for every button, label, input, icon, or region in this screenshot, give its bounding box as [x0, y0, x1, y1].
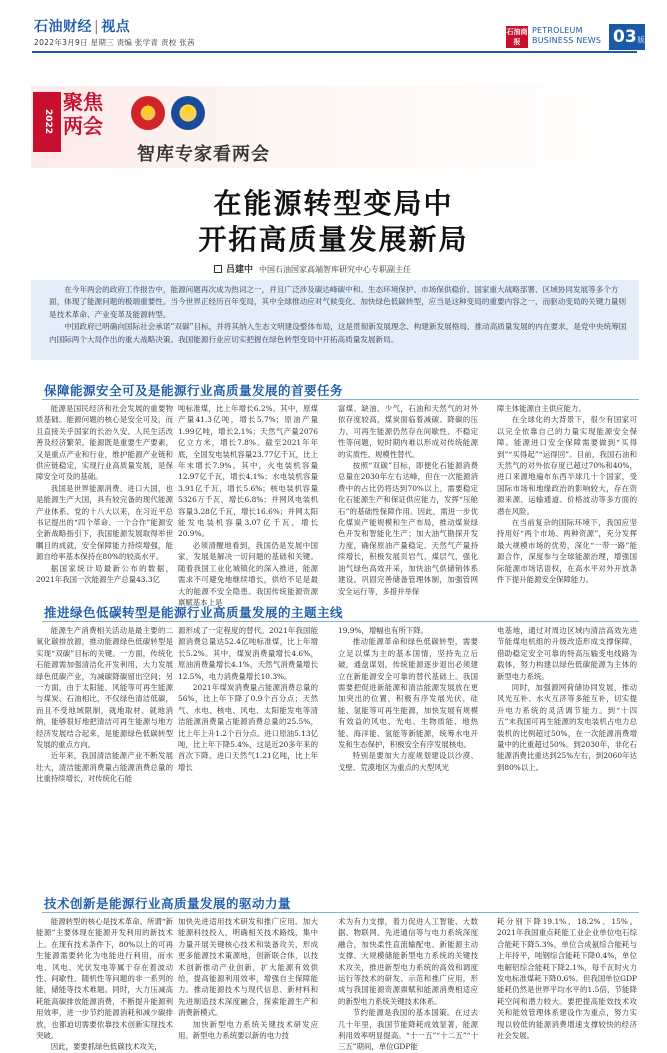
paragraph: 同时，加强源网荷储协同发展，推动风光互补、水火互济等多能互补，切实提升电力系统的灵活调节能力。到“十四五”末我国可再生能源的发电装机占电力总装机的比例超过50%，在一次能源消费增量中的比重超过50%。到2030年，非化石能源消费比重达到25%左右，到2060年达到80%以上。 [497, 683, 637, 772]
section-divider [42, 621, 639, 622]
paragraph: 障主体能源自主供应能力。 [497, 404, 586, 413]
paragraph: 按照“双碳”目标，即便化石能源消费总量在2030年左右达峰，但在一次能源消费中的占比仍将达到70%以上，需要稳定化石能源生产和保证供应能力，发挥“压舱石”的基础性保障作用。因此，需进一步优化煤炭产能规模和生产布局，推动煤炭绿色开发和智能化生产；加大油气勘探开发力度，确保原油产量稳定、天然气产量持续增长，积极发展页岩气、煤层气，强化油气绿色高效开采，加快油气供储销体系建设。巩固完善储备管理体制，加强管网安全运行等，多措并举保 [338, 461, 478, 596]
text-column [497, 625, 637, 853]
text-column [36, 916, 173, 1052]
brand-separator: | [94, 19, 100, 35]
paragraph: 必须清醒地看到，我国仍是发展中国家，发展是解决一切问题的基础和关键。随着我国工业化城镇化的深入推进，能源需求不可避免地继续增长，供给不足是最大的能源不安全隐患。我国传统能源资源禀赋基本上是 [178, 540, 318, 607]
lead-paragraph: 在今年两会的政府工作报告中，能源问题再次成为热词之一，并且广泛涉及碳达峰碳中和、生态环境保护、市场保供稳价、国家重大战略部署、区域协同发展等多个方面，体现了能源问题的极端重要性。当今世界正经历百年变局，其中全球推动应对气候变化、加快绿色低碳转型，应当是这种变局的重要内容之一，而驱动变局的关键力量则是技术革命、产业变革及能源转型。 [49, 285, 627, 319]
section-divider [42, 399, 639, 400]
header-divider [32, 51, 637, 53]
text-column [338, 403, 478, 605]
paragraph: 2021年煤炭消费量占能源消费总量的56%，比上年下降了0.9个百分点；天然气、水电、核电、风电、太阳能发电等清洁能源消费量占能源消费总量的25.5%，比上年上升1.2个百分点。进口原油5.13亿吨，比上年下降5.4%，这是近20多年来的首次下降。进口天然气1.21亿吨，比上年增长 [178, 683, 318, 772]
dateline: 2022年3月9日 星期三 责编 张学青 责校 张茜 [34, 38, 195, 47]
column-brand [34, 16, 130, 36]
text-column [36, 403, 173, 605]
text-column [338, 625, 478, 853]
page-header [0, 0, 667, 62]
focus-title: 聚焦两会 [63, 90, 103, 138]
paragraph: 因此，要要抓绿色低碳技术攻关， [50, 1042, 162, 1052]
text-column [36, 625, 173, 853]
paragraph: 电基地，通过对周边区域内清洁高效先进节能煤电机组的升级改造形成支撑保障，借助稳定安全可靠的特高压输变电线路为载体，努力构建以绿色低碳能源为主体的新型电力系统。 [497, 626, 637, 681]
paragraph: 源形成了一定程度的替代。2021年我国能源消费总量达52.4亿吨标准煤，比上年增长5.2%。其中，煤炭消费量增长4.6%，原油消费量增长4.1%，天然气消费量增长12.5%，电力消费量增长10.3%。 [178, 626, 318, 681]
paragraph: 19.9%，增幅也有所下降。 [338, 626, 428, 635]
section-name: 视点 [101, 19, 131, 35]
page-number: 03 [613, 27, 637, 47]
paragraph: 吨标准煤，比上年增长6.2%。其中，原煤产量41.3亿吨，增长5.7%；原油产量1.99亿吨，增长2.1%；天然气产量2076亿立方米，增长7.8%。截至2021年年底，全国发电装机容量23.77亿千瓦，比上年末增长7.9%。其中，火电装机容量12.97亿千瓦，增长4.1%；水电装机容量3.91亿千瓦，增长5.6%；核电装机容量5326万千瓦，增长6.8%；并网风电装机容量3.28亿千瓦，增长16.6%；并网太阳能发电装机容量3.07亿千瓦，增长20.9%。 [178, 404, 318, 539]
newspaper-name [532, 26, 601, 46]
author-affiliation: 中国石油国家高端智库研究中心专职副主任 [259, 265, 412, 274]
newspaper-logo-icon: 石油商报 [506, 28, 528, 46]
page-suffix: 版 [637, 36, 645, 44]
paragraph: 推动能源革命和绿色低碳转型，需要立足以煤为主的基本国情，坚持先立后破，通盘谋划，传统能源逐步退出必须建立在新能源安全可靠的替代基础上。我国需要把促进新能源和清洁能源发展放在更加突出的位置，积极有序发展光伏、硅能、氢能等可再生能源，加快发展有规模有效益的风电、光电、生物质能、地热能、海洋能、氢能等新能源，统筹水电开发和生态保护，积极安全有序发展核电。 [338, 637, 478, 750]
paragraph: 我国是世界能源消费、进口大国，也是能源生产大国，具有较完备的现代能源产业体系。党的十八大以来，在习近平总书记提出的“四个革命、一个合作”能源安全新战略指引下，我国能源发展取得举世瞩目的成就，安全保障能力持续增强，能源自给率基本保持在80%的较高水平。 [36, 483, 173, 562]
paragraph: 能源是国民经济和社会发展的重要物质基础。能源问题的核心是安全可及，而且直接关乎国家的长治久安、人民生活改善及经济繁荣。能源既是重要生产要素，又是重点产业和行业，维护能源产业链和供应链稳定，实现行业高质量发展，是保障安全可及的基础。 [36, 404, 173, 482]
paragraph: 在全球化的大背景下，很少有国家可以完全依靠自己的力量实现能源安全保障。能源进口安全保障需要做到“买得到”“买得起”“运得回”。目前，我国石油和天然气的对外依存度已超过70%和40%，进口来源地遍布东西半球几十个国家，受国际市场和地缘政治的影响较大，存在资源来源、运输通道、价格波动等多方面的潜在风险。 [497, 415, 637, 516]
paragraph: 加快先进适用技术研发和推广应用。加大能源科技投入，明确相关技术路线，集中力量开展关键核心技术和装备攻关，形成更多能源技术策源地，创新联合体，以技术创新推动产业创新，扩大能源有效供给，提高能源利用效率，增强自主保障能力。推动能源技术与现代信息、新材料和先进制造技术深度融合，探索能源生产和消费新模式。 [178, 917, 318, 1018]
newspaper-name-line1: PETROLEUM [532, 26, 583, 35]
paragraph: 富煤、缺油、少气，石油和天然气的对外依存度较高，煤炭面临着减碳、降碳的压力，可再生能源仍然存在间歇性、不稳定性等问题，短时期内难以形成对传统能源的实质性、规模性替代。 [338, 404, 478, 459]
section-heading: 技术创新是能源行业高质量发展的驱动力量 [44, 896, 292, 911]
paragraph: 节约能源是我国的基本国策。在过去几十年里，我国节能降耗成效显著，能源利用效率明显提高。“十一五”“十二五”“十三五”期间，单位GDP能 [338, 1008, 478, 1052]
headline-line-2: 开拓高质量发展新局 [198, 223, 469, 256]
section-heading: 保障能源安全可及是能源行业高质量发展的首要任务 [44, 383, 344, 398]
paragraph: 在当前复杂的国际环境下，我国应坚持用好“两个市场、两种资源”，充分发挥最大规模市场的优势，深化“一带一路”能源合作，深度参与全球能源治理，增强国际能源市场话语权，在高水平对外开放条件下提升能源安全保障能力。 [497, 518, 637, 585]
paragraph: 加快新型电力系统关键技术研发应用。新型电力系统要以新的电力技 [178, 1019, 318, 1041]
byline [214, 262, 411, 275]
author-name: 吕建中 [226, 265, 254, 275]
text-column [178, 403, 318, 605]
paragraph: 特别是要加大力度规划建设以沙漠、戈壁、荒漠地区为重点的大型风光 [338, 751, 478, 772]
page-number-badge [609, 24, 645, 50]
paragraph: 耗分别下降19.1%、18.2%、15%。2021年我国重点耗能工业企业单位电石综合能耗下降5.3%，单位合成氨综合能耗与上年持平，吨钢综合能耗下降0.4%，单位电解铝综合能耗下降2.1%，每千瓦时火力发电标准煤耗下降0.6%。但我国单位GDP能耗仍然是世界平均水平的1.5倍，节能降耗空间和潜力较大。要把提高能效技术攻关和能效管理体系建设作为重点，努力实现以较低的能源消费增速支撑较快的经济社会发展。 [497, 917, 637, 1041]
section-heading: 推进绿色低碳转型是能源行业高质量发展的主题主线 [44, 605, 344, 620]
text-column [497, 403, 637, 605]
paragraph: 近年来，我国清洁能源产业不断发展壮大，清洁能源消费量占能源消费总量的比重持续增长，对传统化石能 [36, 751, 173, 784]
text-column [497, 916, 637, 1041]
text-column [338, 916, 478, 1052]
byline-box-icon [214, 265, 222, 273]
section-divider [42, 912, 639, 913]
two-sessions-banner [31, 86, 639, 168]
paragraph: 能源生产消费相关活动是最主要的二氧化碳排放源，推动能源绿色低碳转型是实现“双碳”目标的关键。一方面，传统化石能源需加强清洁化开发利用，大力发展绿色低碳产业，为减碳降碳留出空间；另一方面，由于太阳能、风能等可再生能源与煤炭、石油相比，不仅绿色清洁低碳，而且不受地域限制，就地取材、就地消纳，能够很好地把清洁可再生能源与地方经济发展结合起来，是能源绿色低碳转型发展的重点方向。 [36, 626, 173, 750]
brand-name: 石油财经 [34, 19, 92, 35]
banner-background [31, 86, 639, 168]
paragraph: 据国家统计局最新公布的数据，2021年我国一次能源生产总量43.3亿 [36, 563, 173, 585]
article-headline [0, 186, 667, 258]
cppcc-emblem-icon: ★ [171, 96, 205, 130]
paragraph: 能源转型的核心是技术革命。所谓“新能源”主要体现在能源开发利用的新技术上。在现有技术条件下，80%以上的可再生能源需要转化为电能进行利用，而水电、风电、光伏发电等属于存在着波动性、间歇性、随机性等问题的非一系列的能，储能等技术难题。同时，大力压减高耗能高碳排放能源消费，不断提升能源利用效率，进一步节约能源消耗和减少碳排放，也都迫切需要依靠技术创新实现技术突破。 [36, 917, 173, 1041]
newspaper-name-line2: BUSINESS NEWS [532, 36, 602, 45]
lead-paragraph: 中国政府已明确向国际社会承诺“双碳”目标，并将其纳入生态文明建设整体布局，这是贯彻新发展理念、构建新发展格局、推动高质量发展的内在要求，是党中央统筹国内国际两个大局作出的重大战略决策。我国能源行业应切实把握在绿色转型变局中开拓高质量发展新局。 [49, 322, 627, 344]
paragraph: 术为有力支撑，着力促进人工智能、大数据、物联网、先进通信等与电力系统深度融合，加快柔性直流输配电、新能源主动支撑、大规模储能新型电力系统的关键技术攻关，推进新型电力系统的高效和调度运行等技术的研发、示范和推广应用，形成与我国能源资源禀赋和能源消费相适应的新型电力系统关键技术体系。 [338, 917, 478, 1006]
text-column [178, 625, 318, 853]
headline-line-1: 在能源转型变局中 [213, 187, 454, 220]
year-badge: 2022 [33, 92, 61, 152]
article-lead [31, 280, 639, 360]
national-emblem-icon: ★ [131, 96, 165, 130]
text-column [178, 916, 318, 1041]
column-label: 智库专家看两会 [137, 144, 270, 165]
